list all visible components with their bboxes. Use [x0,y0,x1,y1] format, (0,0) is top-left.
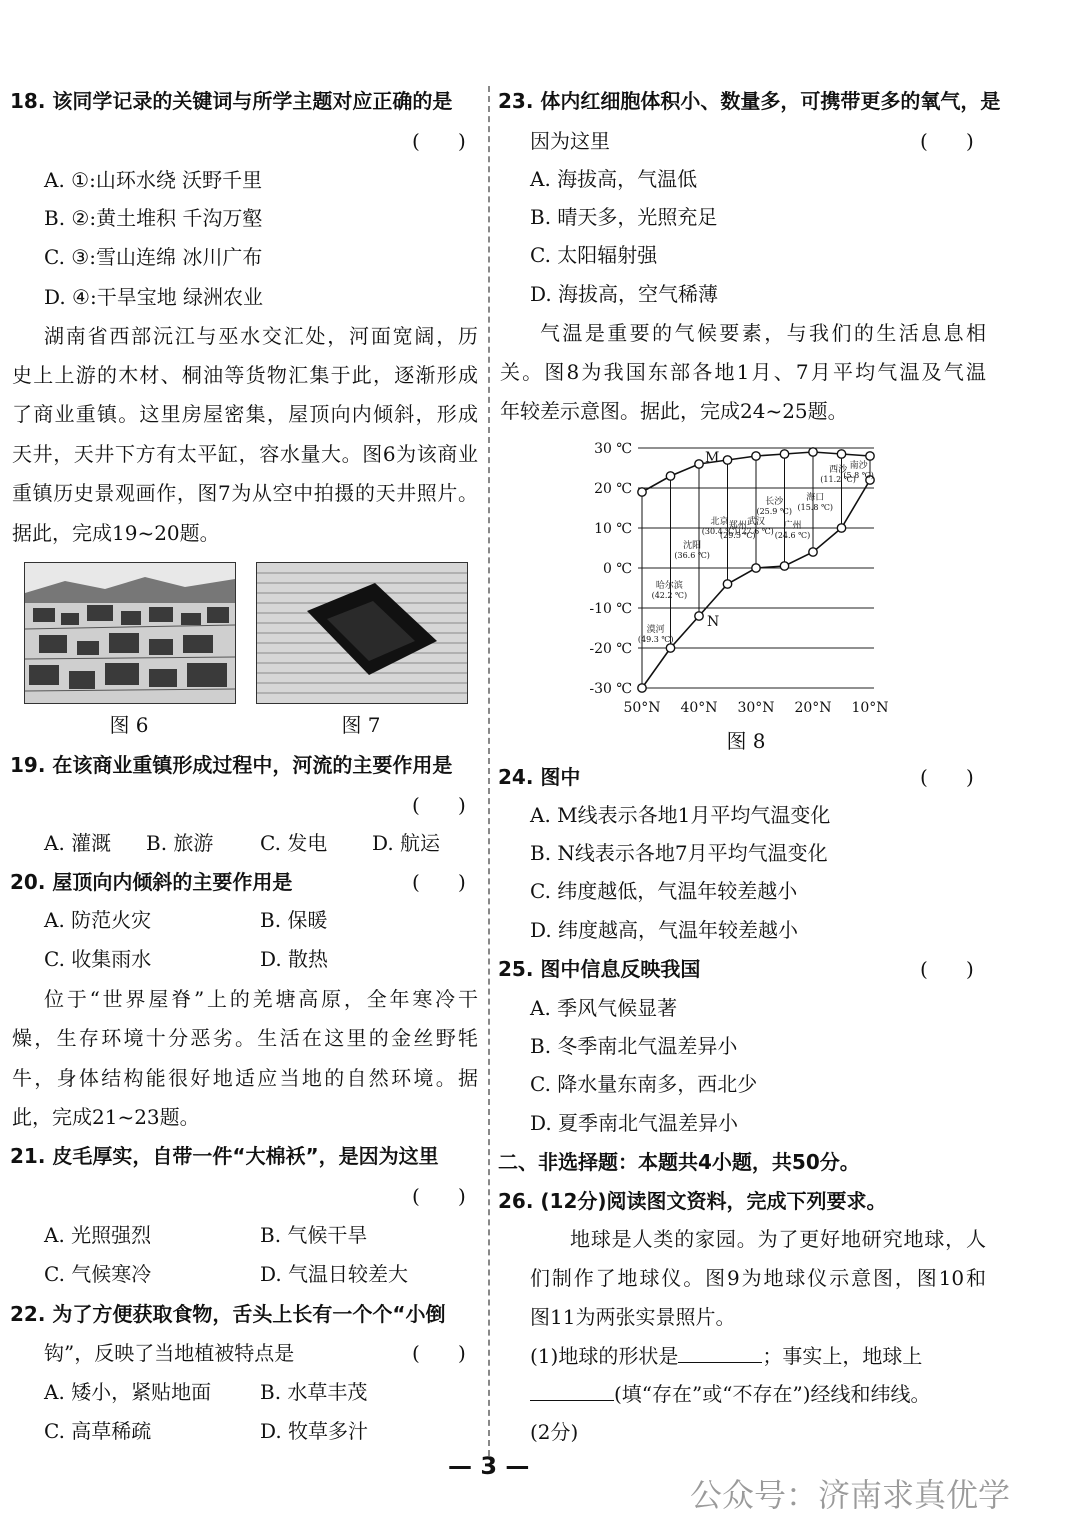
city-range-label: (11.2 ℃) [820,475,856,484]
passage1-line: 天井，天井下方有太平缸，容水量大。图6为该商业 [12,442,478,466]
data-point-M [638,488,646,496]
q23-answer-paren: ( ) [920,129,974,153]
q18-answer-paren: ( ) [412,129,466,153]
q25-option-c: C. 降水量东南多，西北少 [530,1072,758,1096]
data-point-N [695,612,703,620]
q23-option-b: B. 晴天多，光照充足 [530,205,718,229]
data-point-N [780,562,788,570]
y-tick-label: 10 ℃ [594,521,632,537]
figure-6-painting [24,562,236,704]
city-label: 郑州 [728,521,747,531]
q21-stem: 21. 皮毛厚实，自带一件“大棉袄”，是因为这里 [10,1144,439,1168]
city-range-label: (27.6 ℃) [738,527,774,536]
q26-sub1-text-c: (填“存在”或“不存在”)经线和纬线。 [614,1382,931,1406]
city-range-label: (30.4 ℃) [701,527,738,536]
q23-option-d: D. 海拔高，空气稀薄 [530,282,719,306]
q23-option-a: A. 海拔高，气温低 [530,167,698,191]
q19-option-d: D. 航运 [372,831,441,855]
q20-option-c: C. 收集雨水 [44,947,152,971]
data-point-M [866,452,874,460]
figure-6-caption: 图 6 [109,713,149,737]
q18-option-a: A. ①:山环水绕 沃野千里 [44,168,263,192]
q25-option-b: B. 冬季南北气温差异小 [530,1034,738,1058]
passage1-line: 了商业重镇。这里房屋密集，屋顶向内倾斜，形成 [12,402,478,426]
q20-option-a: A. 防范火灾 [44,908,152,932]
figure-8-temperature-chart [580,430,910,722]
y-tick-label: 0 ℃ [602,561,632,577]
city-label: 沈阳 [683,541,702,551]
q19-answer-paren: ( ) [412,793,466,817]
q20-answer-paren: ( ) [412,870,466,894]
q24-option-a: A. M线表示各地1月平均气温变化 [530,803,831,827]
q26-passage-line: 图11为两张实景照片。 [530,1305,736,1329]
q26-passage-line: 地球是人类的家园。为了更好地研究地球，人 [570,1227,986,1251]
q18-option-d: D. ④:干旱宝地 绿洲农业 [44,285,264,309]
q24-stem: 24. 图中 [498,765,581,789]
q18-option-b: B. ②:黄土堆积 千沟万壑 [44,206,263,230]
q24-answer-paren: ( ) [920,765,974,789]
q21-answer-paren: ( ) [412,1184,466,1208]
y-tick-label: 20 ℃ [594,481,632,497]
city-range-label: (24.6 ℃) [774,531,811,540]
q19-stem: 19. 在该商业重镇形成过程中，河流的主要作用是 [10,753,453,777]
city-range-label: (36.6 ℃) [674,551,710,560]
q22-option-a: A. 矮小，紧贴地面 [44,1380,212,1404]
q24-option-c: C. 纬度越低，气温年较差越小 [530,879,798,903]
q23-option-c: C. 太阳辐射强 [530,243,658,267]
q25-option-d: D. 夏季南北气温差异小 [530,1111,739,1135]
series-label-N: N [707,614,720,630]
y-tick-label: -20 ℃ [589,641,632,657]
passage2-line: 此，完成21~23题。 [12,1105,200,1129]
city-range-label: (5.8 ℃) [843,471,874,480]
q24-option-d: D. 纬度越高，气温年较差越小 [530,918,799,942]
passage2-line: 位于“世界屋脊”上的羌塘高原，全年寒冷干 [44,987,478,1011]
q19-option-c: C. 发电 [260,831,328,855]
passage1-line: 湖南省西部沅江与巫水交汇处，河面宽阔，历 [44,324,478,348]
x-tick-label: 30°N [737,700,775,716]
y-tick-label: -30 ℃ [589,681,632,697]
city-label: 长沙 [765,497,784,507]
city-label: 漠河 [646,625,665,635]
q22-stem: 22. 为了方便获取食物，舌头上长有一个个“小倒 [10,1302,446,1326]
city-range-label: (15.8 ℃) [797,503,834,512]
q26-sub1-text-b: ；事实上，地球上 [762,1344,923,1368]
passage3-line: 年较差示意图。据此，完成24~25题。 [500,399,848,423]
answer-blank-shape[interactable] [678,1342,762,1363]
courtyard-aerial-photo-image [257,563,467,703]
city-range-label: (49.3 ℃) [637,635,674,644]
q26-sub1-text-a: (1)地球的形状是 [530,1344,679,1368]
data-point-N [723,580,731,588]
passage3-line: 气温是重要的气候要素，与我们的生活息息相 [540,321,986,345]
q19-option-a: A. 灌溉 [44,831,112,855]
city-label: 西沙 [829,465,848,475]
q26-passage-line: 们制作了地球仪。图9为地球仪示意图，图10和 [530,1266,986,1290]
data-point-N [752,564,760,572]
passage1-line: 史上上游的木材、桐油等货物汇集于此，逐渐形成 [12,363,478,387]
q21-option-b: B. 气候干旱 [260,1223,368,1247]
data-point-N [666,644,674,652]
city-label: 海口 [806,493,825,503]
passage1-line: 据此，完成19~20题。 [12,521,220,545]
q23-stem: 23. 体内红细胞体积小、数量多，可携带更多的氧气，是 [498,89,1001,113]
data-point-M [780,450,788,458]
q23-stem-cont: 因为这里 [530,129,610,153]
q22-option-b: B. 水草丰茂 [260,1380,368,1404]
section-2-heading: 二、非选择题：本题共4小题，共50分。 [498,1150,860,1174]
q18-option-c: C. ③:雪山连绵 冰川广布 [44,245,263,269]
q26-sub1-line1 [530,1342,922,1369]
q25-answer-paren: ( ) [920,957,974,981]
q22-option-c: C. 高草稀疏 [44,1419,152,1443]
q20-stem: 20. 屋顶向内倾斜的主要作用是 [10,870,293,894]
data-point-N [809,548,817,556]
q21-option-c: C. 气候寒冷 [44,1262,152,1286]
q22-option-d: D. 牧草多汁 [260,1419,369,1443]
city-range-label: (25.9 ℃) [756,507,793,516]
q21-option-a: A. 光照强烈 [44,1223,152,1247]
city-label: 北京 [710,517,729,527]
city-label: 南沙 [849,461,868,471]
q25-option-a: A. 季风气候显著 [530,996,678,1020]
x-tick-label: 50°N [623,700,661,716]
q19-option-b: B. 旅游 [146,831,214,855]
y-tick-label: 30 ℃ [594,441,632,457]
x-tick-label: 20°N [794,700,832,716]
y-tick-label: -10 ℃ [589,601,632,617]
city-label: 哈尔滨 [655,581,683,591]
x-tick-label: 10°N [851,700,889,716]
passage1-line: 重镇历史景观画作，图7为从空中拍摄的天井照片。 [12,481,478,505]
watermark-text: 公众号：济南求真优学 [690,1476,1011,1514]
passage3-line: 关。图8为我国东部各地1月、7月平均气温及气温 [500,360,986,384]
q20-option-d: D. 散热 [260,947,329,971]
x-tick-label: 40°N [680,700,718,716]
q21-option-d: D. 气温日较差大 [260,1262,409,1286]
figure-7-caption: 图 7 [341,713,381,737]
data-point-M [809,448,817,456]
q22-stem-cont: 钩”，反映了当地植被特点是 [44,1341,295,1365]
q18-stem: 18. 该同学记录的关键词与所学主题对应正确的是 [10,89,453,113]
page-number: — 3 — [448,1452,530,1480]
city-range-label: (29.5 ℃) [719,531,756,540]
passage2-line: 牛，身体结构能很好地适应当地的自然环境。据 [12,1066,478,1090]
city-label: 武汉 [746,517,766,527]
historic-town-painting-image [25,563,235,703]
q24-option-b: B. N线表示各地7月平均气温变化 [530,841,828,865]
passage2-line: 燥，生存环境十分恶劣。生活在这里的金丝野牦 [12,1026,478,1050]
data-point-M [752,452,760,460]
q26-sub1-points: (2分) [530,1420,579,1444]
q25-stem: 25. 图中信息反映我国 [498,957,701,981]
city-label: 广州 [783,521,802,531]
data-point-N [638,684,646,692]
figure-7-photo [256,562,468,704]
data-point-M [695,460,703,468]
data-point-M [666,472,674,480]
answer-blank-exist[interactable] [530,1380,614,1401]
q26-stem: 26. (12分)阅读图文资料，完成下列要求。 [498,1189,887,1213]
data-point-M [837,450,845,458]
series-label-M: M [705,450,720,466]
data-point-N [837,524,845,532]
q22-answer-paren: ( ) [412,1341,466,1365]
figure-8-caption: 图 8 [726,729,766,753]
city-range-label: (42.2 ℃) [651,591,688,600]
column-divider [488,86,490,1456]
q26-sub1-line2 [530,1380,931,1407]
data-point-M [723,456,731,464]
q20-option-b: B. 保暖 [260,908,328,932]
